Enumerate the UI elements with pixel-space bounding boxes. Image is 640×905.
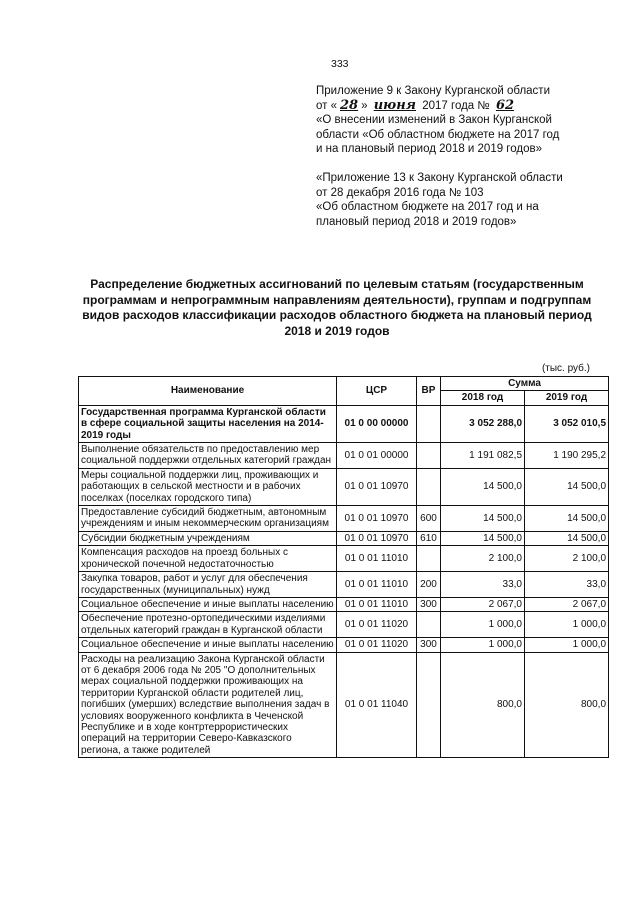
row-name: Субсидии бюджетным учреждениям (79, 531, 337, 545)
row-name: Предоставление субсидий бюджетным, автономным учреждениям и иным некоммерческим организациям (79, 506, 337, 532)
row-sum-2018: 14 500,0 (441, 506, 525, 532)
table-row (79, 506, 609, 532)
row-vr (417, 405, 441, 442)
row-vr: 200 (417, 572, 441, 598)
header-line-8: «Об областном бюджете на 2017 год и на (316, 201, 539, 214)
table-row (79, 638, 609, 652)
row-csr: 01 0 01 11040 (337, 652, 417, 758)
row-name: Компенсация расходов на проезд больных с хронической почечной недостаточностью (79, 546, 337, 572)
row-vr (417, 652, 441, 758)
row-sum-2019: 800,0 (525, 652, 609, 758)
header-line-2 (316, 99, 616, 114)
row-csr: 01 0 01 10970 (337, 531, 417, 545)
col-2019-header: 2019 год (525, 391, 609, 405)
header-line-5: и на плановый период 2018 и 2019 годов» (316, 143, 542, 156)
row-sum-2019: 1 000,0 (525, 638, 609, 652)
row-vr (417, 612, 441, 638)
header-year: 2017 года № (422, 99, 490, 112)
budget-table (78, 376, 609, 758)
row-sum-2019: 14 500,0 (525, 468, 609, 505)
header-line-7: от 28 декабря 2016 года № 103 (316, 186, 484, 199)
table-row (79, 597, 609, 611)
header-line-3: «О внесении изменений в Закон Курганской (316, 114, 552, 127)
table-row (79, 572, 609, 598)
row-sum-2019: 3 052 010,5 (525, 405, 609, 442)
header-line-9: плановый период 2018 и 2019 годов» (316, 215, 517, 228)
row-name: Расходы на реализацию Закона Курганской области от 6 декабря 2006 года № 205 "О дополнительных мерах социальной поддержки проживающих на территории Курганской области родителей лиц, погибших (умерших) вследствие выполнения задач в условиях вооруженного конфликта в Чеченской Республике и в ходе контртеррористических операций на территории Северо-Кавказского региона, а также родителей (79, 652, 337, 758)
row-vr: 610 (417, 531, 441, 545)
table-row (79, 405, 609, 442)
row-sum-2018: 2 067,0 (441, 597, 525, 611)
row-vr (417, 443, 441, 469)
row-vr (417, 546, 441, 572)
row-vr: 300 (417, 597, 441, 611)
row-csr: 01 0 01 11010 (337, 546, 417, 572)
row-name: Выполнение обязательств по предоставлению мер социальной поддержки отдельных категорий граждан (79, 443, 337, 469)
appendix-header (316, 84, 616, 229)
row-vr: 300 (417, 638, 441, 652)
row-sum-2019: 14 500,0 (525, 506, 609, 532)
row-name: Меры социальной поддержки лиц, проживающих и работающих в сельской местности и в рабочих поселках (поселках городского типа) (79, 468, 337, 505)
table-row (79, 443, 609, 469)
row-sum-2018: 1 000,0 (441, 638, 525, 652)
row-sum-2019: 2 067,0 (525, 597, 609, 611)
unit-label: (тыс. руб.) (541, 363, 590, 374)
row-sum-2018: 14 500,0 (441, 531, 525, 545)
handwritten-number: 62 (495, 97, 515, 113)
row-csr: 01 0 01 10970 (337, 506, 417, 532)
header-line-4: области «Об областном бюджете на 2017 год (316, 128, 560, 141)
header-from: от « (316, 99, 338, 112)
row-sum-2019: 1 000,0 (525, 612, 609, 638)
row-vr (417, 468, 441, 505)
row-csr: 01 0 01 11020 (337, 612, 417, 638)
header-quote-close: » (361, 99, 368, 112)
table-row (79, 546, 609, 572)
header-line-6: «Приложение 13 к Закону Курганской области (316, 171, 563, 184)
row-name: Государственная программа Курганской области в сфере социальной защиты населения на 2014-2019 годы (79, 405, 337, 442)
row-sum-2018: 33,0 (441, 572, 525, 598)
table-row (79, 652, 609, 758)
handwritten-month: июня (373, 97, 417, 113)
page-number: 333 (331, 58, 349, 70)
row-sum-2018: 800,0 (441, 652, 525, 758)
row-sum-2018: 2 100,0 (441, 546, 525, 572)
row-csr: 01 0 01 00000 (337, 443, 417, 469)
row-sum-2018: 1 191 082,5 (441, 443, 525, 469)
row-sum-2018: 1 000,0 (441, 612, 525, 638)
col-sum-header: Сумма (441, 377, 609, 391)
row-csr: 01 0 01 10970 (337, 468, 417, 505)
row-name: Обеспечение протезно-ортопедическими изделиями отдельных категорий граждан в Курганской области (79, 612, 337, 638)
row-vr: 600 (417, 506, 441, 532)
row-csr: 01 0 00 00000 (337, 405, 417, 442)
header-line-1: Приложение 9 к Закону Курганской области (316, 85, 550, 97)
row-name: Социальное обеспечение и иные выплаты населению (79, 638, 337, 652)
col-vr-header: ВР (417, 377, 441, 406)
row-sum-2019: 1 190 295,2 (525, 443, 609, 469)
row-name: Закупка товаров, работ и услуг для обеспечения государственных (муниципальных) нужд (79, 572, 337, 598)
row-sum-2019: 2 100,0 (525, 546, 609, 572)
table-row (79, 612, 609, 638)
table-row (79, 468, 609, 505)
handwritten-day: 28 (340, 97, 359, 113)
row-sum-2019: 14 500,0 (525, 531, 609, 545)
document-title: Распределение бюджетных ассигнований по целевым статьям (государственным программам и непрограммным направлениям деятельности), группам и подгруппам видов расходов классификации расходов областного бюджета на плановый период 2018 и 2019 годов (82, 277, 592, 338)
table-body (79, 405, 609, 757)
row-csr: 01 0 01 11020 (337, 638, 417, 652)
row-sum-2018: 14 500,0 (441, 468, 525, 505)
row-sum-2019: 33,0 (525, 572, 609, 598)
row-name: Социальное обеспечение и иные выплаты населению (79, 597, 337, 611)
table-row (79, 531, 609, 545)
row-csr: 01 0 01 11010 (337, 597, 417, 611)
col-2018-header: 2018 год (441, 391, 525, 405)
row-csr: 01 0 01 11010 (337, 572, 417, 598)
row-sum-2018: 3 052 288,0 (441, 405, 525, 442)
col-csr-header: ЦСР (337, 377, 417, 406)
col-name-header: Наименование (79, 377, 337, 406)
